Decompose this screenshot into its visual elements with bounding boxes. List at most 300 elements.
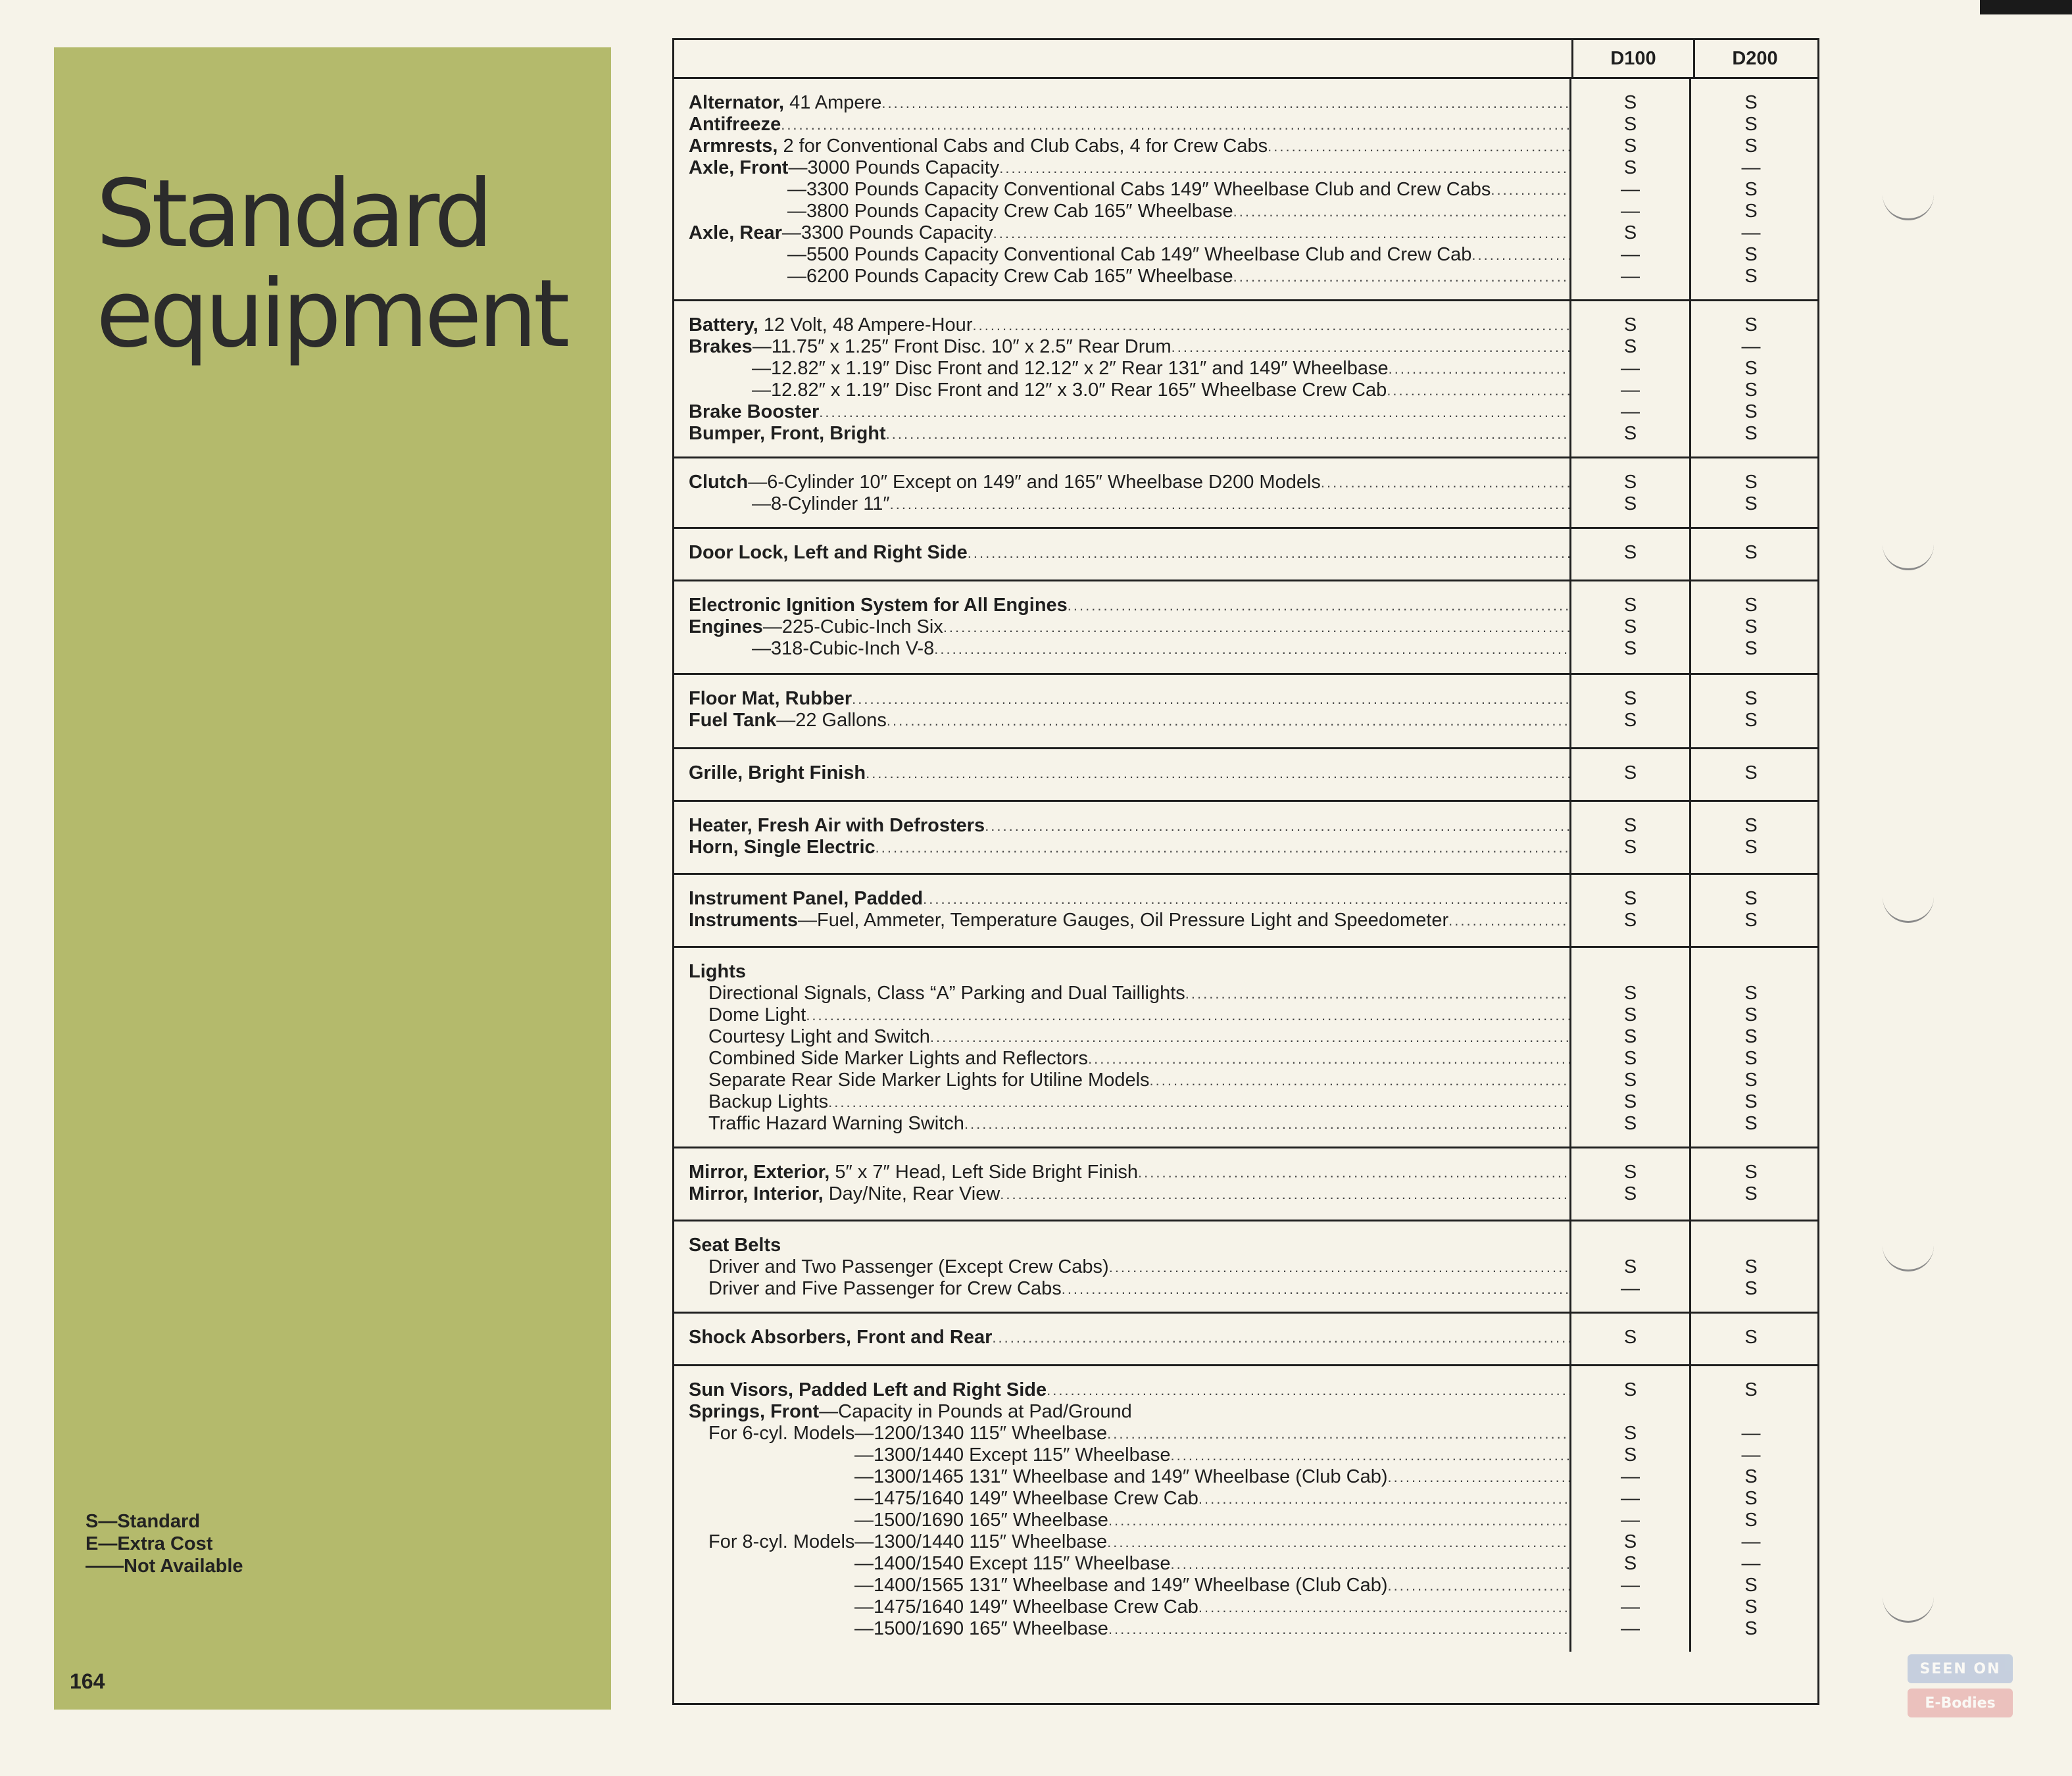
row-label [708, 983, 1185, 1004]
row-label-text: —1400/1540 Except 115″ Wheelbase [854, 1553, 1171, 1574]
dot-leader [1108, 1510, 1569, 1531]
cell-d200: S [1744, 688, 1758, 709]
table-row [674, 401, 1569, 423]
header-blank [674, 40, 1573, 77]
dot-leader [887, 710, 1569, 731]
table-row [674, 1379, 1569, 1401]
cell-d200: S [1744, 179, 1758, 200]
row-label-text: Separate Rear Side Marker Lights for Utiline Models [708, 1070, 1150, 1091]
row-label [708, 1026, 930, 1048]
row-label [689, 1327, 992, 1348]
cell-d200: — [1741, 336, 1761, 357]
cell-d200: — [1741, 1531, 1761, 1552]
row-label-bold: Sun Visors, Padded Left and Right Side [689, 1379, 1047, 1400]
group-descriptions [674, 529, 1571, 580]
row-label [689, 136, 1268, 157]
table-row [674, 1596, 1569, 1618]
legend-not-available: ——Not Available [86, 1556, 243, 1577]
row-label-text: —225-Cubic-Inch Six [762, 616, 943, 637]
row-label-text: —22 Gallons [776, 710, 887, 731]
cell-d100: S [1623, 1183, 1637, 1204]
table-row [674, 1256, 1569, 1278]
dot-leader [1233, 201, 1569, 222]
cell-d200: S [1744, 1575, 1758, 1596]
binder-hole [1883, 879, 1934, 923]
cell-d100: S [1623, 710, 1637, 731]
group-d100-values [1571, 1148, 1691, 1220]
cell-d100: S [1623, 688, 1637, 709]
dot-leader [1108, 1618, 1569, 1640]
table-row [674, 910, 1569, 931]
group-d100-values [1571, 301, 1691, 456]
watermark-line1: SEEN ON [1908, 1654, 2013, 1683]
dot-leader [1388, 1466, 1570, 1488]
cell-d200: — [1741, 1553, 1761, 1574]
cell-d100: S [1623, 1004, 1637, 1025]
cell-d200 [1691, 1235, 1811, 1256]
row-label-text: —3300 Pounds Capacity [781, 222, 993, 243]
cell-d100: — [1621, 244, 1640, 265]
table-row [674, 1235, 1569, 1256]
row-label-text: Driver and Five Passenger for Crew Cabs [708, 1278, 1062, 1299]
table-row [674, 1048, 1569, 1070]
cell-d200: S [1744, 136, 1758, 157]
table-row [674, 423, 1569, 445]
dot-leader [1000, 1183, 1569, 1205]
row-label-bold: Instruments [689, 910, 798, 931]
cell-d100: — [1621, 201, 1640, 222]
table-row [674, 314, 1569, 336]
table-row [674, 244, 1569, 266]
table-row [674, 1401, 1569, 1423]
row-label-text: Day/Nite, Rear View [823, 1183, 1000, 1204]
dot-leader [781, 114, 1569, 136]
row-label-text: —1300/1440 Except 115″ Wheelbase [854, 1444, 1171, 1466]
cell-d200: S [1744, 1004, 1758, 1025]
cell-d100: S [1623, 472, 1637, 493]
table-row [674, 472, 1569, 493]
table-group [674, 458, 1817, 529]
row-label [854, 1444, 1171, 1466]
group-d200-values [1691, 1221, 1811, 1312]
row-label [787, 244, 1471, 266]
cell-d100: — [1621, 1575, 1640, 1596]
dot-leader [964, 1113, 1569, 1135]
cell-d200: S [1744, 595, 1758, 616]
dot-leader [746, 961, 1569, 983]
group-d200-values [1691, 301, 1811, 456]
group-descriptions [674, 802, 1571, 873]
table-row [674, 336, 1569, 358]
row-label [708, 1278, 1062, 1300]
dot-leader [1062, 1278, 1569, 1300]
dot-leader [1185, 983, 1569, 1004]
dot-leader [828, 1091, 1569, 1113]
row-label [854, 1596, 1198, 1618]
dot-leader [1233, 266, 1569, 287]
dot-leader [1171, 1444, 1570, 1466]
row-label [787, 266, 1233, 287]
row-label-bold: Brake Booster [689, 401, 820, 422]
cell-d200 [1691, 961, 1811, 983]
cell-d200: S [1744, 266, 1758, 287]
table-row [674, 1510, 1569, 1531]
row-label [689, 910, 1448, 931]
cell-d200: S [1744, 1618, 1758, 1639]
cell-d100: S [1623, 222, 1637, 243]
cell-d100: S [1623, 542, 1637, 563]
row-label-text: —3800 Pounds Capacity Crew Cab 165″ Wheelbase [787, 201, 1233, 222]
row-label [689, 222, 993, 244]
legend-standard: S—Standard [86, 1511, 201, 1532]
cell-d200: S [1744, 1278, 1758, 1299]
group-d100-values [1571, 581, 1691, 673]
group-d200-values [1691, 875, 1811, 946]
row-label-text: —Capacity in Pounds at Pad/Ground [819, 1401, 1132, 1422]
row-label [689, 961, 746, 983]
row-label-text: —1475/1640 149″ Wheelbase Crew Cab [854, 1596, 1198, 1617]
row-label-bold: Mirror, Exterior, [689, 1162, 830, 1183]
cell-d100: S [1623, 423, 1637, 444]
cell-d200: S [1744, 401, 1758, 422]
table-row [674, 136, 1569, 157]
group-d200-values [1691, 675, 1811, 747]
table-group [674, 79, 1817, 301]
dot-leader [1491, 179, 1569, 201]
table-row [674, 1183, 1569, 1205]
table-group [674, 1314, 1817, 1366]
table-group [674, 875, 1817, 948]
row-label [689, 92, 881, 114]
dot-leader [881, 92, 1569, 114]
group-d100-values [1571, 749, 1691, 800]
row-label [689, 1183, 1000, 1205]
row-label-text: —5500 Pounds Capacity Conventional Cab 149″ Wheelbase Club and Crew Cab [787, 244, 1472, 265]
group-descriptions [674, 301, 1571, 456]
dot-leader [781, 1235, 1569, 1256]
binder-hole [1883, 1227, 1934, 1271]
row-label [689, 688, 852, 710]
table-row [674, 114, 1569, 136]
row-label [854, 1466, 1388, 1488]
dot-leader [890, 493, 1569, 515]
cell-d200: S [1744, 201, 1758, 222]
binder-hole [1883, 176, 1934, 220]
row-label-text: —11.75″ x 1.25″ Front Disc. 10″ x 2.5″ Rear Drum [752, 336, 1172, 357]
group-descriptions [674, 1221, 1571, 1312]
row-label-bold: Fuel Tank [689, 710, 777, 731]
table-row [674, 710, 1569, 731]
dot-leader [1387, 380, 1569, 401]
row-label-bold: Floor Mat, Rubber [689, 688, 852, 709]
dot-leader [1068, 595, 1569, 616]
cell-d100: — [1621, 266, 1640, 287]
row-label-text: —1500/1690 165″ Wheelbase [854, 1510, 1108, 1531]
table-row [674, 1091, 1569, 1113]
cell-d200: S [1744, 983, 1758, 1004]
row-label [752, 493, 890, 515]
table-row [674, 1070, 1569, 1091]
row-label-text: For 6-cyl. Models—1200/1340 115″ Wheelbase [708, 1423, 1108, 1444]
row-label [689, 336, 1172, 358]
table-row [674, 1278, 1569, 1300]
dot-leader [972, 314, 1569, 336]
legend [86, 1510, 243, 1577]
cell-d100: S [1623, 1091, 1637, 1112]
cell-d100: — [1621, 1618, 1640, 1639]
cell-d200: S [1744, 910, 1758, 931]
cell-d100: S [1623, 1026, 1637, 1047]
row-label-text: Traffic Hazard Warning Switch [708, 1113, 964, 1134]
row-label [752, 358, 1389, 380]
row-label-bold: Heater, Fresh Air with Defrosters [689, 815, 985, 836]
table-body [674, 79, 1817, 1652]
row-label [689, 837, 876, 858]
table-row [674, 380, 1569, 401]
table-row [674, 1466, 1569, 1488]
group-descriptions [674, 581, 1571, 673]
cell-d200: S [1744, 1256, 1758, 1277]
row-label [689, 1379, 1047, 1401]
dot-leader [1448, 910, 1569, 931]
dot-leader [985, 815, 1569, 837]
table-row [674, 1531, 1569, 1553]
cell-d100 [1571, 961, 1689, 983]
equipment-table [672, 38, 1819, 1705]
table-header [674, 40, 1817, 79]
cell-d100: S [1623, 493, 1637, 514]
table-row [674, 888, 1569, 910]
table-group [674, 1366, 1817, 1652]
cell-d100: S [1623, 837, 1637, 858]
row-label [854, 1488, 1198, 1510]
row-label [689, 423, 886, 445]
cell-d200 [1691, 1401, 1811, 1423]
row-label [708, 1423, 1107, 1444]
table-row [674, 493, 1569, 515]
group-d100-values [1571, 675, 1691, 747]
cell-d100: S [1623, 1553, 1637, 1574]
cell-d200: S [1744, 244, 1758, 265]
dot-leader [1321, 472, 1569, 493]
row-label-text: —1500/1690 165″ Wheelbase [854, 1618, 1108, 1639]
group-d200-values [1691, 802, 1811, 873]
cell-d100: S [1623, 1423, 1637, 1444]
table-row [674, 1004, 1569, 1026]
binder-hole [1883, 1579, 1934, 1623]
cell-d100: S [1623, 336, 1637, 357]
row-label-bold: Armrests, [689, 136, 778, 157]
table-row [674, 222, 1569, 244]
table-row [674, 1618, 1569, 1640]
dot-leader [1132, 1401, 1569, 1423]
row-label-bold: Alternator, [689, 92, 785, 113]
row-label-bold: Grille, Bright Finish [689, 762, 866, 783]
group-d100-values [1571, 1221, 1691, 1312]
cell-d200: — [1741, 1444, 1761, 1466]
table-row [674, 638, 1569, 660]
row-label [752, 638, 934, 660]
cell-d200: S [1744, 92, 1758, 113]
dot-leader [1138, 1162, 1569, 1183]
watermark-line2: E-Bodies [1908, 1689, 2013, 1717]
cell-d100: S [1623, 1162, 1637, 1183]
row-label [752, 380, 1387, 401]
row-label [708, 1091, 828, 1113]
table-row [674, 815, 1569, 837]
cell-d200: S [1744, 423, 1758, 444]
cell-d100: — [1621, 1596, 1640, 1617]
cell-d100: — [1621, 358, 1640, 379]
row-label [854, 1553, 1171, 1575]
cell-d200: S [1744, 542, 1758, 563]
cell-d100: S [1623, 910, 1637, 931]
cell-d100: S [1623, 314, 1637, 335]
group-d200-values [1691, 529, 1811, 580]
group-d200-values [1691, 79, 1811, 299]
group-d200-values [1691, 458, 1811, 527]
cell-d200: — [1741, 222, 1761, 243]
row-label-text: 5″ x 7″ Head, Left Side Bright Finish [829, 1162, 1139, 1183]
group-d200-values [1691, 948, 1811, 1147]
cell-d100: S [1623, 888, 1637, 909]
group-d100-values [1571, 948, 1691, 1147]
row-label [689, 710, 887, 731]
table-row [674, 542, 1569, 564]
cell-d200: S [1744, 358, 1758, 379]
row-label [689, 1401, 1132, 1423]
cell-d100: S [1623, 1113, 1637, 1134]
dot-leader [993, 222, 1569, 244]
table-row [674, 1162, 1569, 1183]
row-label-bold: Lights [689, 961, 746, 982]
row-label-bold: Bumper, Front, Bright [689, 423, 886, 444]
table-group [674, 529, 1817, 581]
group-descriptions [674, 749, 1571, 800]
binder-hole [1883, 526, 1934, 570]
cell-d100: S [1623, 136, 1637, 157]
row-label [689, 157, 999, 179]
group-descriptions [674, 875, 1571, 946]
dot-leader [852, 688, 1569, 710]
dot-leader [1171, 1553, 1570, 1575]
dot-leader [886, 423, 1569, 445]
legend-extra-cost: E—Extra Cost [86, 1533, 213, 1554]
row-label-bold: Axle, Front [689, 157, 789, 178]
cell-d100: S [1623, 1327, 1637, 1348]
table-row [674, 1327, 1569, 1348]
dot-leader [923, 888, 1569, 910]
cell-d200: S [1744, 1162, 1758, 1183]
cell-d100 [1571, 1401, 1689, 1423]
row-label-bold: Engines [689, 616, 763, 637]
table-group [674, 802, 1817, 875]
cell-d200: S [1744, 1510, 1758, 1531]
group-d100-values [1571, 875, 1691, 946]
row-label-text: For 8-cyl. Models—1300/1440 115″ Wheelbase [708, 1531, 1108, 1552]
cell-d200: S [1744, 1048, 1758, 1069]
row-label-text: —3000 Pounds Capacity [788, 157, 1000, 178]
cell-d100: S [1623, 1444, 1637, 1466]
cell-d200: S [1744, 493, 1758, 514]
row-label-bold: Horn, Single Electric [689, 837, 876, 858]
table-row [674, 201, 1569, 222]
table-row [674, 157, 1569, 179]
row-label-text: —6200 Pounds Capacity Crew Cab 165″ Wheelbase [787, 266, 1233, 287]
row-label-bold: Springs, Front [689, 1401, 820, 1422]
dot-leader [968, 542, 1569, 564]
dot-leader [876, 837, 1569, 858]
row-label-bold: Instrument Panel, Padded [689, 888, 924, 909]
group-d100-values [1571, 529, 1691, 580]
dot-leader [1198, 1596, 1569, 1618]
cell-d100: S [1623, 157, 1637, 178]
cell-d100: S [1623, 1531, 1637, 1552]
row-label-text: —3300 Pounds Capacity Conventional Cabs 149″ Wheelbase Club and Crew Cabs [787, 179, 1491, 200]
table-row [674, 595, 1569, 616]
group-d100-values [1571, 1366, 1691, 1652]
row-label-text: —12.82″ x 1.19″ Disc Front and 12″ x 3.0″ Rear 165″ Wheelbase Crew Cab [752, 380, 1387, 401]
dot-leader [1389, 358, 1569, 380]
row-label [689, 595, 1068, 616]
dot-leader [819, 401, 1569, 423]
group-d200-values [1691, 1366, 1811, 1652]
table-row [674, 179, 1569, 201]
cell-d100: S [1623, 1256, 1637, 1277]
row-label [787, 179, 1491, 201]
group-descriptions [674, 458, 1571, 527]
cell-d200: — [1741, 1423, 1761, 1444]
cell-d100: S [1623, 762, 1637, 783]
row-label-text: 2 for Conventional Cabs and Club Cabs, 4 for Crew Cabs [777, 136, 1268, 157]
cell-d100: S [1623, 92, 1637, 113]
table-row [674, 1553, 1569, 1575]
dot-leader [1471, 244, 1569, 266]
row-label-text: —Fuel, Ammeter, Temperature Gauges, Oil Pressure Light and Speedometer [797, 910, 1449, 931]
title-line: Standard [96, 160, 490, 268]
row-label-bold: Axle, Rear [689, 222, 782, 243]
cell-d100 [1571, 1235, 1689, 1256]
dot-leader [999, 157, 1569, 179]
cell-d100: S [1623, 1048, 1637, 1069]
row-label-text: Dome Light [708, 1004, 806, 1025]
cell-d200: S [1744, 472, 1758, 493]
table-group [674, 675, 1817, 749]
row-label [689, 1235, 781, 1256]
row-label-text: Driver and Two Passenger (Except Crew Cabs) [708, 1256, 1109, 1277]
cell-d200: S [1744, 815, 1758, 836]
group-descriptions [674, 1366, 1571, 1652]
dot-leader [806, 1004, 1569, 1026]
cell-d200: S [1744, 314, 1758, 335]
cell-d100: — [1621, 179, 1640, 200]
row-label [708, 1004, 806, 1026]
cell-d200: S [1744, 1026, 1758, 1047]
cell-d200: S [1744, 1466, 1758, 1487]
cell-d200: S [1744, 1327, 1758, 1348]
cell-d200: S [1744, 114, 1758, 135]
dot-leader [1107, 1423, 1569, 1444]
row-label-text: —8-Cylinder 11″ [752, 493, 890, 514]
dot-leader [1388, 1575, 1570, 1596]
dot-leader [1268, 136, 1569, 157]
row-label [689, 1162, 1138, 1183]
group-d200-values [1691, 1314, 1811, 1364]
row-label-text: —12.82″ x 1.19″ Disc Front and 12.12″ x 2″ Rear 131″ and 149″ Wheelbase [752, 358, 1389, 379]
row-label [689, 542, 968, 564]
column-header-d100: D100 [1573, 40, 1695, 77]
table-row [674, 358, 1569, 380]
